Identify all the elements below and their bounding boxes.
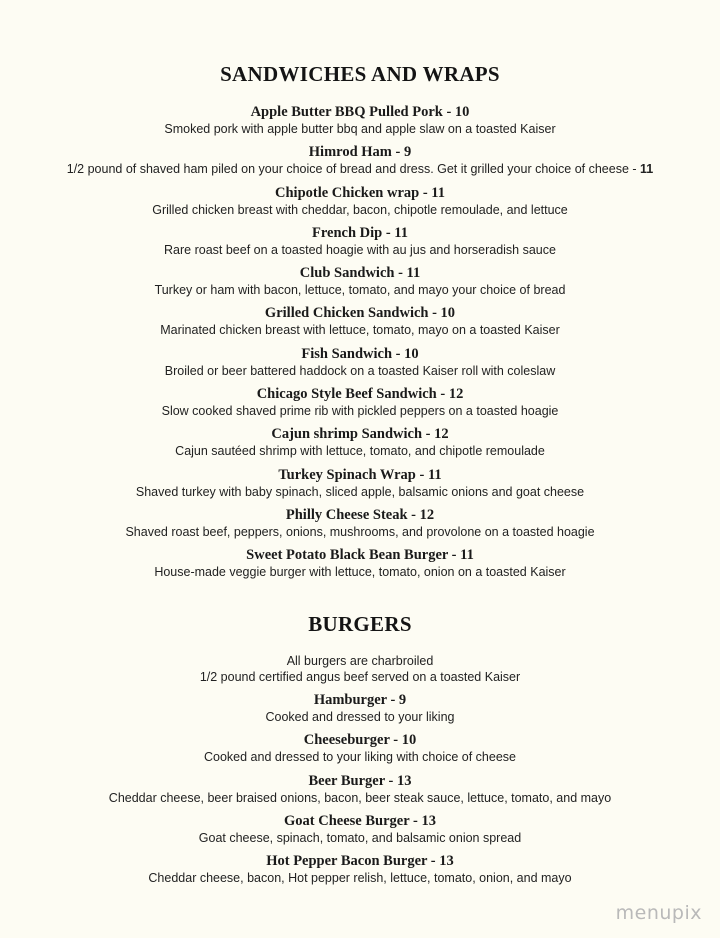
menu-item [0,852,720,892]
menu-item [0,731,720,771]
item-description: Turkey or ham with bacon, lettuce, tomato, and mayo your choice of bread [154,283,566,298]
menu-item [0,224,720,264]
item-description: Goat cheese, spinach, tomato, and balsamic onion spread [198,830,522,845]
item-name: Himrod Ham - 9 [308,144,412,161]
item-name: Cheeseburger - 10 [303,732,417,749]
item-description: Grilled chicken breast with cheddar, bacon, chipotle remoulade, and lettuce [152,202,568,217]
section-title-burgers: BURGERS [308,612,412,636]
item-description: Slow cooked shaved prime rib with pickled peppers on a toasted hoagie [161,404,559,419]
item-description: Cheddar cheese, bacon, Hot pepper relish, lettuce, tomato, onion, and mayo [148,871,572,886]
menu-item [0,264,720,304]
item-description: 1/2 pound of shaved ham piled on your choice of bread and dress. Get it grilled your choice of cheese - 11 [66,162,654,177]
menu-item [0,772,720,812]
menu-item [0,345,720,385]
item-description: Rare roast beef on a toasted hoagie with au jus and horseradish sauce [164,242,556,257]
item-name: Chipotle Chicken wrap - 11 [275,184,445,201]
menu-item [0,103,720,143]
section-title-sandwiches: SANDWICHES AND WRAPS [220,62,500,86]
item-name: Fish Sandwich - 10 [301,345,419,362]
item-description: Shaved roast beef, peppers, onions, mushrooms, and provolone on a toasted hoagie [125,524,595,539]
item-description: Marinated chicken breast with lettuce, tomato, mayo on a toasted Kaiser [160,323,560,338]
item-description: Cooked and dressed to your liking [265,710,455,724]
item-name: Hot Pepper Bacon Burger - 13 [266,853,454,870]
menu-item [0,385,720,425]
menu-item [0,466,720,506]
menu-item [0,506,720,546]
item-name: French Dip - 11 [312,224,408,241]
item-name: Club Sandwich - 11 [299,265,421,282]
burgers-list [0,691,720,892]
menu-item [0,304,720,344]
menu-item [0,425,720,465]
item-description: Broiled or beer battered haddock on a toasted Kaiser roll with coleslaw [164,363,556,378]
item-name: Sweet Potato Black Bean Burger - 11 [246,547,474,564]
item-name: Cajun shrimp Sandwich - 12 [271,426,449,443]
menu-item [0,691,720,731]
item-description: Cooked and dressed to your liking with choice of cheese [204,750,516,765]
item-name: Turkey Spinach Wrap - 11 [278,466,442,483]
burgers-notes [0,653,720,685]
item-name: Apple Butter BBQ Pulled Pork - 10 [250,104,470,120]
section-note: All burgers are charbroiled [286,654,434,668]
item-name: Chicago Style Beef Sandwich - 12 [256,386,464,403]
menu-item [0,184,720,224]
item-description: Cajun sautéed shrimp with lettuce, tomato, and chipotle remoulade [175,444,545,459]
watermark-logo: menupix [615,902,702,924]
menu-item [0,143,720,183]
menu-item [0,812,720,852]
item-name: Hamburger - 9 [313,692,407,708]
item-name: Philly Cheese Steak - 12 [285,506,435,523]
item-name: Goat Cheese Burger - 13 [284,812,436,829]
sandwiches-list [0,103,720,587]
item-name: Grilled Chicken Sandwich - 10 [264,305,456,322]
item-name: Beer Burger - 13 [308,772,412,789]
item-description: House-made veggie burger with lettuce, tomato, onion on a toasted Kaiser [154,565,566,580]
item-description: Cheddar cheese, beer braised onions, bacon, beer steak sauce, lettuce, tomato, and mayo [108,790,612,805]
menu-item [0,546,720,586]
item-description: Shaved turkey with baby spinach, sliced apple, balsamic onions and goat cheese [135,484,585,499]
item-description: Smoked pork with apple butter bbq and apple slaw on a toasted Kaiser [164,122,556,136]
section-note: 1/2 pound certified angus beef served on a toasted Kaiser [199,670,521,684]
item-option-price: 11 [640,162,654,177]
